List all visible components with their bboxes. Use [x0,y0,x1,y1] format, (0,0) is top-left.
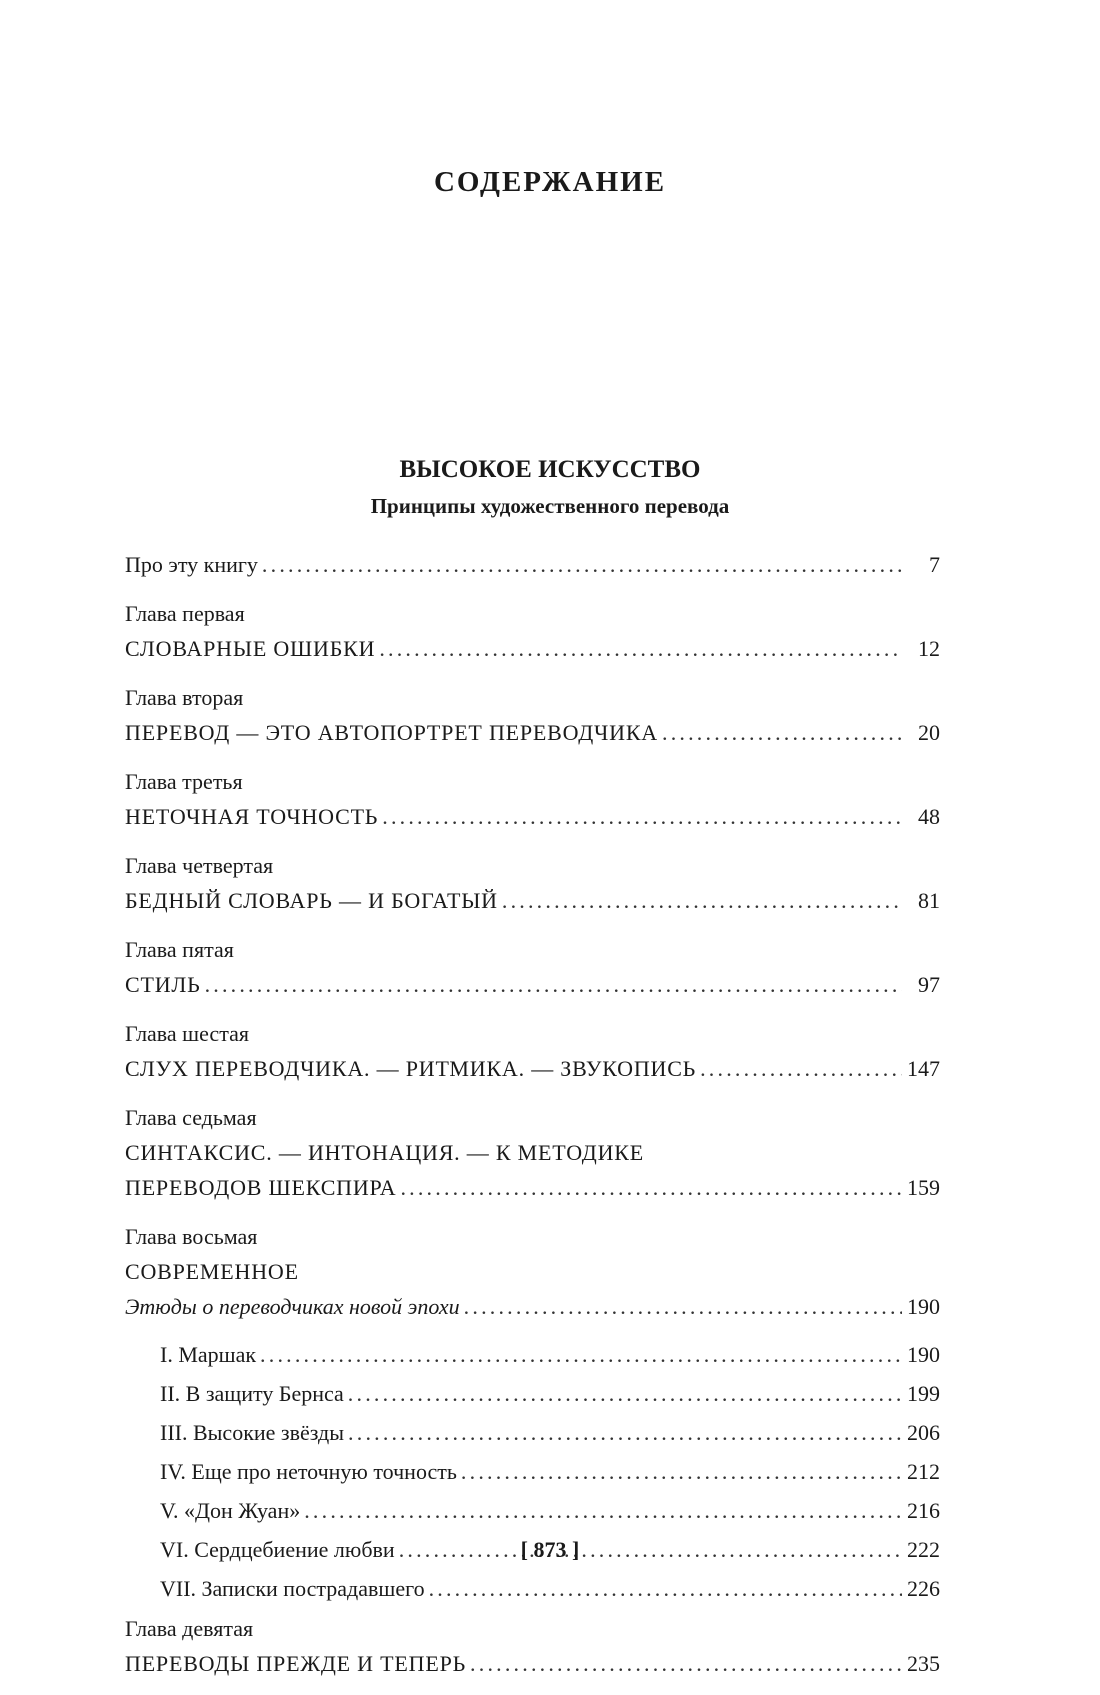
section-title: III. Высокие звёзды [160,1420,345,1445]
page-ref: 20 [918,720,940,745]
dot-leader [429,1572,902,1605]
chapter-label: Глава девятая [125,1616,254,1641]
page-ref: 222 [907,1537,940,1562]
page-ref: 226 [907,1576,940,1601]
dot-leader [205,967,902,1002]
dot-leader [461,1455,902,1488]
section-title: VII. Записки пострадавшего [160,1576,425,1601]
chapter-title: Про эту книгу [125,552,258,577]
chapter-title: СЛУХ ПЕРЕВОДЧИКА. — РИТМИКА. — ЗВУКОПИСЬ [125,1056,697,1081]
page-ref: 216 [907,1498,940,1523]
chapter-title: ПЕРЕВОДОВ ШЕКСПИРА [125,1175,397,1200]
toc-entry [125,1100,940,1205]
page-ref: 81 [918,888,940,913]
toc-line [125,715,940,750]
page-ref: 199 [907,1381,940,1406]
page-ref: 48 [918,804,940,829]
chapter-label: Глава восьмая [125,1224,258,1249]
toc-line [125,1338,940,1371]
section-title: VI. Сердцебиение любви [160,1537,395,1562]
toc-entry [125,848,940,918]
page-ref: 190 [907,1342,940,1367]
dot-leader [662,715,902,750]
toc-line [125,967,940,1002]
part-title: ВЫСОКОЕ ИСКУССТВО [399,456,701,483]
toc-entry [125,1416,940,1449]
chapter-title: ПЕРЕВОДЫ ПРЕЖДЕ И ТЕПЕРЬ [125,1651,467,1676]
page-ref: 159 [907,1175,940,1200]
toc-entry [125,1455,940,1488]
dot-leader [464,1289,902,1324]
part-subtitle: Принципы художественного перевода [370,494,730,518]
chapter-title: СЛОВАРНЫЕ ОШИБКИ [125,636,376,661]
page-ref: 235 [907,1651,940,1676]
page-ref: 147 [907,1056,940,1081]
page-ref: 190 [907,1294,940,1319]
section-title: II. В защиту Бернса [160,1381,344,1406]
toc-entry [125,1611,940,1681]
chapter-label: Глава пятая [125,937,234,962]
dot-leader [304,1494,902,1527]
table-of-contents [125,547,940,1695]
dot-leader [470,1646,902,1681]
dot-leader [502,883,902,918]
toc-entry [125,764,940,834]
chapter-title: БЕДНЫЙ СЛОВАРЬ — И БОГАТЫЙ [125,888,498,913]
chapter-title: НЕТОЧНАЯ ТОЧНОСТЬ [125,804,379,829]
page-ref: 206 [907,1420,940,1445]
toc-line [125,547,940,582]
dot-leader [348,1416,902,1449]
toc-line [125,1494,940,1527]
page-ref: 212 [907,1459,940,1484]
toc-line [125,1416,940,1449]
chapter-label: Глава четвертая [125,853,274,878]
dot-leader [262,547,902,582]
toc-entry [125,1572,940,1605]
page-number: [ 873 ] [520,1537,580,1562]
chapter-label: Глава шестая [125,1021,249,1046]
toc-line [125,1289,940,1324]
dot-leader [382,799,902,834]
chapter-label: Глава первая [125,601,245,626]
page-ref: 97 [918,972,940,997]
toc-line [125,1455,940,1488]
toc-line [125,1051,940,1086]
chapter-title: СТИЛЬ [125,972,201,997]
chapter-title: Этюды о переводчиках новой эпохи [125,1294,460,1319]
toc-entry [125,1377,940,1410]
toc-line [125,883,940,918]
toc-entry [125,680,940,750]
page-ref: 7 [929,552,940,577]
chapter-title-line: СОВРЕМЕННОЕ [125,1259,299,1284]
toc-entry [125,1219,940,1324]
toc-line [125,1646,940,1681]
toc-line [125,1377,940,1410]
toc-entry [125,1494,940,1527]
chapter-label: Глава вторая [125,685,244,710]
chapter-title-line: СИНТАКСИС. — ИНТОНАЦИЯ. — К МЕТОДИКЕ [125,1140,644,1165]
toc-line [125,631,940,666]
toc-line [125,1170,940,1205]
chapter-title: ПЕРЕВОД — ЭТО АВТОПОРТРЕТ ПЕРЕВОДЧИКА [125,720,658,745]
toc-entry [125,1338,940,1371]
chapter-label: Глава седьмая [125,1105,257,1130]
section-title: I. Маршак [160,1342,257,1367]
section-title: V. «Дон Жуан» [160,1498,301,1523]
dot-leader [348,1377,902,1410]
dot-leader [379,631,902,666]
toc-entry [125,1016,940,1086]
dot-leader [700,1051,902,1086]
page-ref: 12 [918,636,940,661]
toc-entry [125,596,940,666]
dot-leader [260,1338,902,1371]
section-title: IV. Еще про неточную точность [160,1459,457,1484]
toc-line [125,1572,940,1605]
dot-leader [400,1170,902,1205]
toc-entry [125,547,940,582]
toc-entry [125,932,940,1002]
toc-line [125,799,940,834]
page-title: СОДЕРЖАНИЕ [433,166,667,198]
chapter-label: Глава третья [125,769,243,794]
